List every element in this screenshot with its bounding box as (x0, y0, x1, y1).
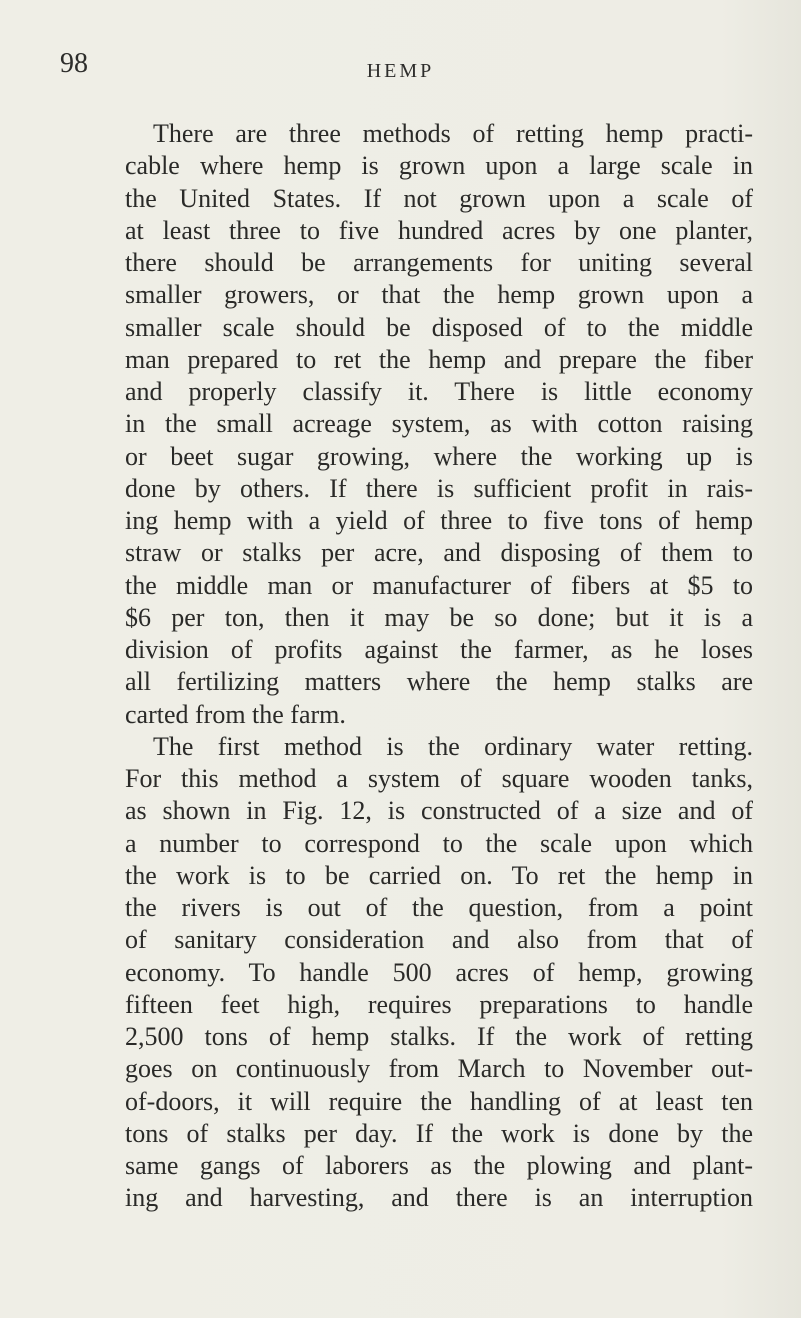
text-line: done by others. If there is sufficient profit in rais- (125, 473, 753, 503)
text-line: 2,500 tons of hemp stalks. If the work of retting (125, 1022, 753, 1051)
text-line: the rivers is out of the question, from a point (125, 893, 753, 922)
text-line: straw or stalks per acre, and disposing of them to (125, 538, 753, 568)
text-line: tons of stalks per day. If the work is done by the (125, 1118, 753, 1148)
text-line: the United States. If not grown upon a scale of (125, 183, 753, 213)
body-text (125, 118, 753, 1215)
text-line: division of profits against the farmer, as he loses (125, 635, 753, 664)
text-line: smaller scale should be disposed of to the middle (125, 312, 753, 342)
text-line: $6 per ton, then it may be so done; but it is a (125, 602, 753, 632)
text-line: The first method is the ordinary water retting. (153, 731, 753, 761)
text-line: smaller growers, or that the hemp grown upon a (125, 280, 753, 310)
text-line: of sanitary consideration and also from that of (125, 925, 753, 955)
text-line: fifteen feet high, requires preparations to handle (125, 989, 753, 1019)
text-line: of-doors, it will require the handling of at least ten (125, 1086, 753, 1116)
text-line: at least three to five hundred acres by one planter, (125, 215, 753, 245)
text-line: cable where hemp is grown upon a large scale in (125, 151, 753, 181)
text-line: as shown in Fig. 12, is constructed of a size and of (125, 796, 753, 826)
text-line: same gangs of laborers as the plowing and plant- (125, 1151, 753, 1180)
text-line: the work is to be carried on. To ret the hemp in (125, 860, 753, 890)
text-line: all fertilizing matters where the hemp stalks are (125, 667, 753, 697)
page-number: 98 (60, 48, 88, 79)
running-head: HEMP (366, 60, 435, 82)
text-line: goes on continuously from March to November out- (125, 1054, 753, 1084)
text-line: ing and harvesting, and there is an interruption (125, 1183, 753, 1213)
text-line: and properly classify it. There is little economy (125, 377, 753, 406)
text-line: economy. To handle 500 acres of hemp, growing (125, 957, 753, 987)
text-line: in the small acreage system, as with cotton raising (125, 409, 753, 439)
text-line: the middle man or manufacturer of fibers at $5 to (125, 570, 753, 600)
text-line: a number to correspond to the scale upon which (125, 828, 753, 858)
text-line: man prepared to ret the hemp and prepare the fiber (125, 344, 753, 374)
text-line: carted from the farm. (125, 699, 346, 729)
text-line: For this method a system of square wooden tanks, (125, 764, 753, 793)
text-line: ing hemp with a yield of three to five tons of hemp (125, 506, 753, 535)
text-line: there should be arrangements for uniting several (125, 248, 753, 277)
text-line: There are three methods of retting hemp practi- (153, 119, 753, 148)
text-line: or beet sugar growing, where the working up is (125, 441, 753, 471)
